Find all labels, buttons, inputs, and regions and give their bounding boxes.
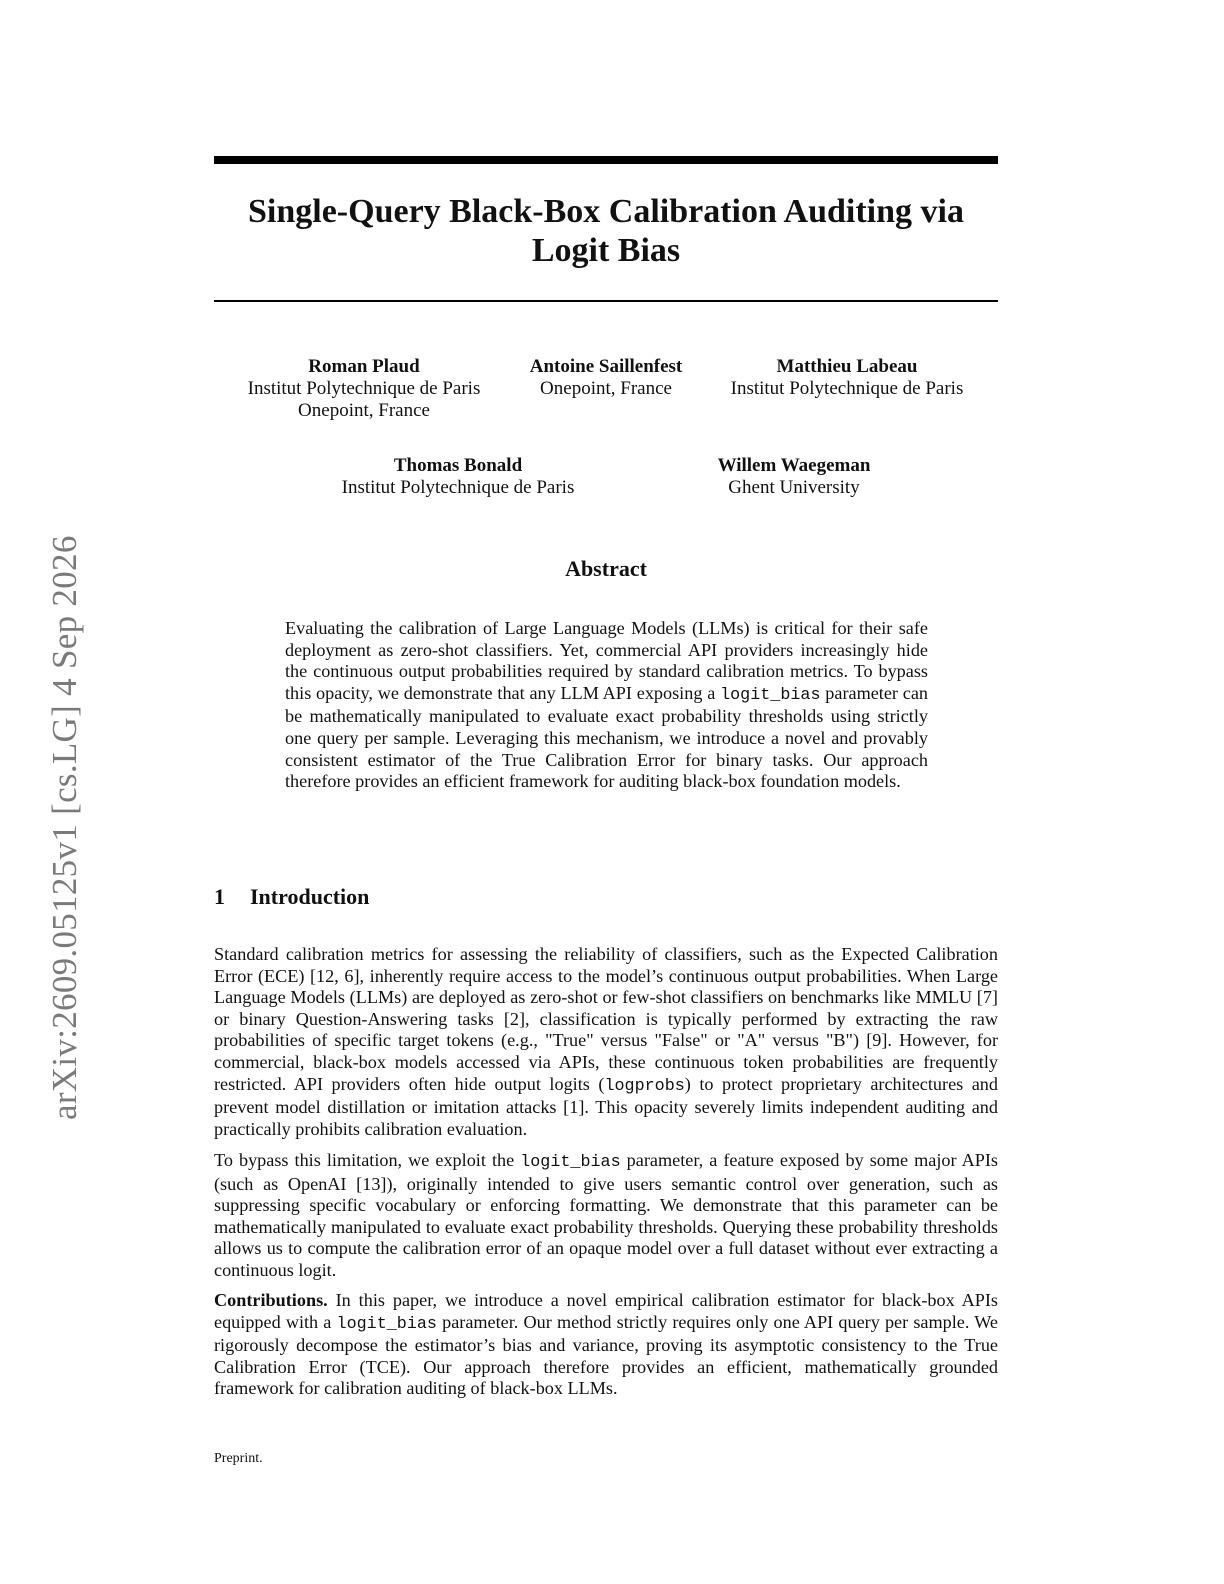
- author-affiliation: Institut Polytechnique de Paris: [341, 477, 575, 498]
- author-block: [234, 356, 494, 422]
- author-name: Matthieu Labeau: [776, 356, 918, 377]
- paragraph-text: parameter. Our method strictly requires only one API query per sample. We rigorously decompose the estimator’s bias and variance, proving its asymptotic consistency to the True Calibration Error (TCE). Our approach therefore provides an efficient, mathematically grounded framework for calibration auditing of black-box LLMs.: [214, 1311, 998, 1399]
- abstract-text: [285, 618, 928, 793]
- abstract-heading: Abstract: [565, 556, 647, 581]
- author-name: Antoine Saillenfest: [529, 356, 683, 377]
- paragraph-text: In this paper, we introduce a novel empirical calibration estimator for black-box APIs equipped with a: [214, 1290, 998, 1332]
- title-top-rule: [214, 156, 998, 164]
- author-name: Roman Plaud: [308, 356, 420, 377]
- paragraph-text: parameter, a feature exposed by some major APIs (such as OpenAI [13]), originally intended to give users semantic control over generation, such as suppressing specific vocabulary or enforcing formatting. We demonstrate that this parameter can be mathematically manipulated to evaluate exact probability thresholds. Querying these probability thresholds allows us to compute the calibration error of an opaque model over a full dataset without ever extracting a continuous logit.: [214, 1150, 998, 1280]
- author-affiliation: Institut Polytechnique de Paris: [247, 378, 481, 399]
- inline-code: logprobs: [604, 1076, 685, 1096]
- author-block: [690, 455, 898, 499]
- author-affiliation: Onepoint, France: [540, 378, 672, 399]
- inline-code: logit_bias: [720, 685, 821, 705]
- paragraph-lead: Contributions.: [214, 1290, 328, 1310]
- paragraph-text: ) to protect proprietary architectures and prevent model distillation or imitation attacks [1]. This opacity severely limits independent auditing and practically prohibits calibration evaluation.: [214, 1073, 998, 1139]
- abstract-text-part: Evaluating the calibration of Large Language Models (LLMs) is critical for their safe deployment as zero-shot classifiers. Yet, commercial API providers increasingly hide the continuous output probabilities required by standard calibration metrics. To bypass this opacity, we demonstrate that any LLM API exposing a: [285, 618, 928, 703]
- body-paragraph: [214, 1150, 998, 1282]
- author-affiliation: Institut Polytechnique de Paris: [730, 378, 964, 399]
- author-block: [712, 356, 982, 400]
- arxiv-identifier: arXiv:2609.05125v1 [cs.LG] 4 Sep 2026: [45, 535, 84, 1120]
- abstract-text-part: parameter can be mathematically manipulated to evaluate exact probability thresholds using strictly one query per sample. Leveraging this mechanism, we introduce a novel and provably consistent estimator of the True Calibration Error for binary tasks. Our approach therefore provides an efficient framework for auditing black-box foundation models.: [285, 682, 928, 792]
- author-block: [505, 356, 707, 400]
- section-title: Introduction: [250, 884, 370, 909]
- author-name: Willem Waegeman: [717, 455, 871, 476]
- inline-code: logit_bias: [336, 1314, 437, 1334]
- paper-title: [214, 192, 998, 270]
- body-paragraph: [214, 1290, 998, 1400]
- title-bottom-rule: [214, 300, 998, 302]
- author-affiliation: Onepoint, France: [298, 400, 430, 421]
- paragraph-text: Standard calibration metrics for assessing the reliability of classifiers, such as the Expected Calibration Error (ECE) [12, 6], inherently require access to the model’s continuous output probabilities. When Large Language Models (LLMs) are deployed as zero-shot or few-shot classifiers on benchmarks like MMLU [7] or binary Question-Answering tasks [2], classification is typically performed by extracting the raw probabilities of specific target tokens (e.g., "True" versus "False" or "A" versus "B") [9]. However, for commercial, black-box models accessed via APIs, these continuous token probabilities are frequently restricted. API providers often hide output logits (: [214, 944, 998, 1094]
- author-block: [328, 455, 588, 499]
- section-heading: [214, 884, 998, 910]
- paragraph-text: To bypass this limitation, we exploit the: [214, 1150, 521, 1170]
- section-number: 1: [214, 884, 225, 909]
- author-name: Thomas Bonald: [393, 455, 523, 476]
- inline-code: logit_bias: [520, 1153, 621, 1172]
- title-line-2: Logit Bias: [531, 232, 681, 269]
- footer-note: Preprint.: [214, 1451, 263, 1466]
- title-line-1: Single-Query Black-Box Calibration Auditing via: [248, 193, 964, 230]
- body-paragraph: [214, 944, 998, 1140]
- author-affiliation: Ghent University: [728, 477, 860, 498]
